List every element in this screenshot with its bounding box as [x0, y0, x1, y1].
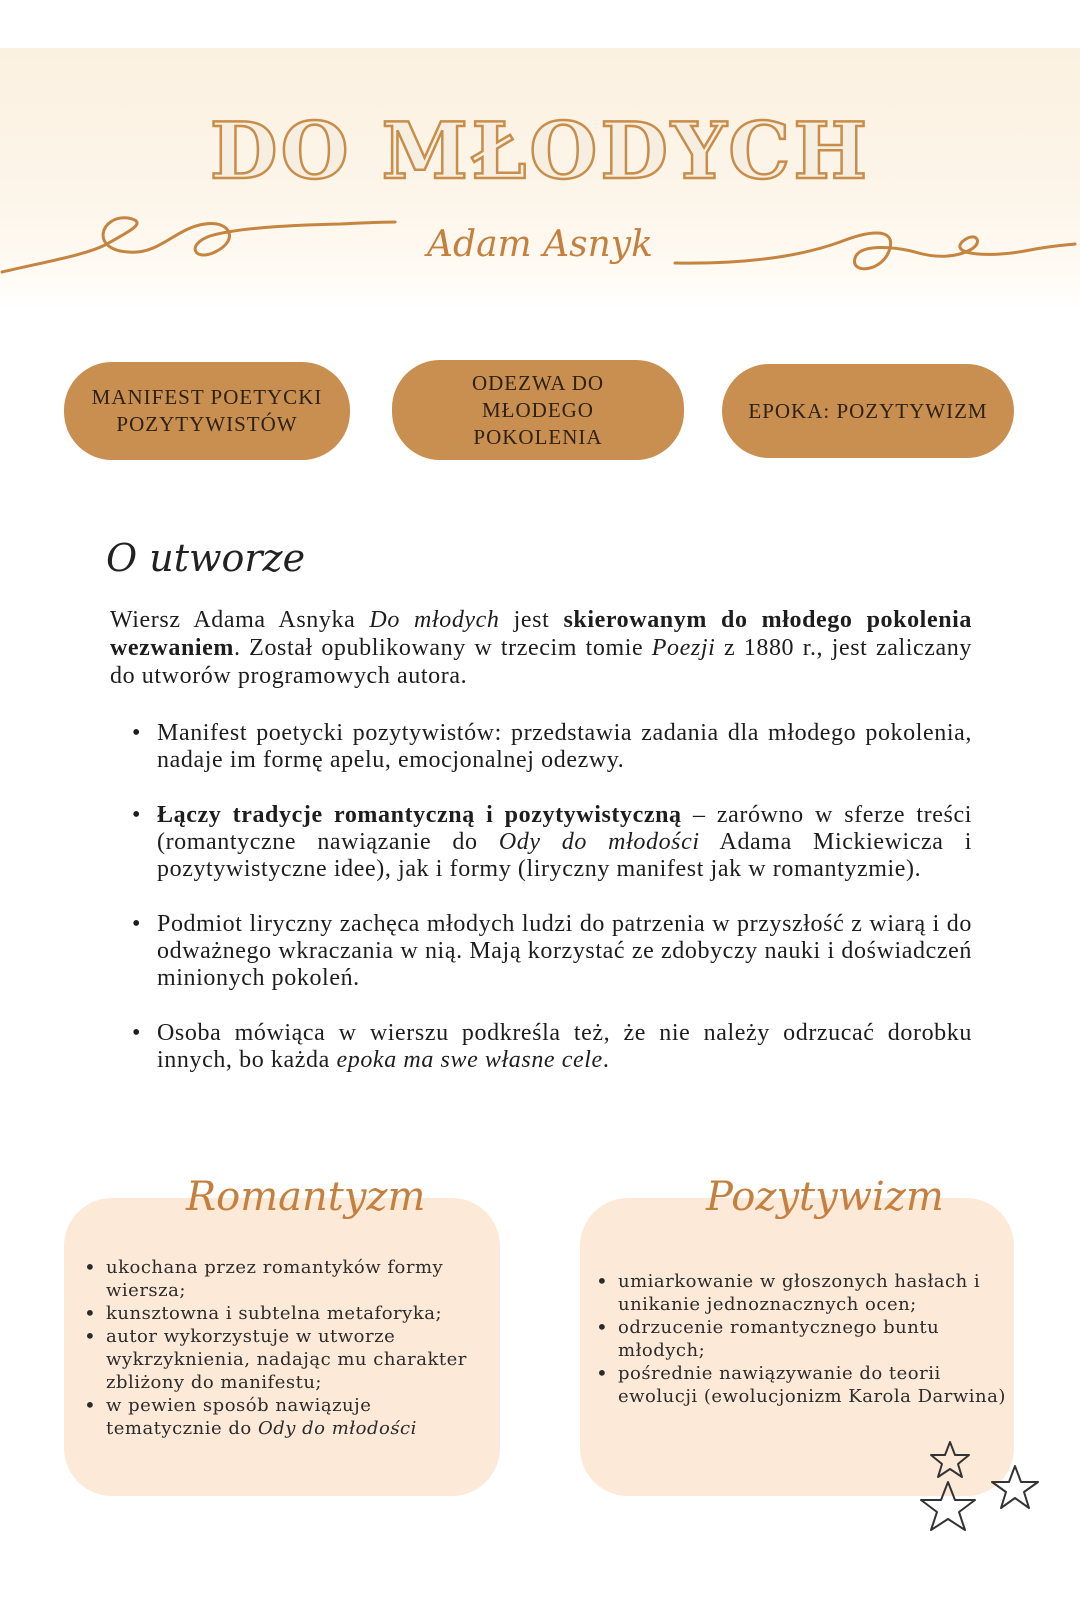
star-icon — [992, 1466, 1038, 1508]
star-icon — [931, 1442, 969, 1477]
intro-volume-title: Poezji — [651, 635, 716, 661]
item-text: pośrednie nawiązywanie do teorii ewolucji (ewolucjonizm Karola Darwina) — [618, 1363, 1006, 1407]
item-italic: Ody do młodości — [257, 1418, 417, 1439]
positivism-list — [596, 1270, 1006, 1408]
section-heading-about: O utworze — [106, 536, 306, 580]
bullet-text: . — [602, 1047, 610, 1073]
intro-text: Wiersz Adama Asnyka — [110, 607, 370, 633]
item-text: w pewien sposób nawiązuje tematycznie do — [106, 1395, 372, 1439]
bullet-text: Adama Mickiewicza i pozytywistyczne idee), jak i formy (liryczny manifest jak w romantyzmie). — [157, 829, 972, 882]
list-item — [130, 1020, 972, 1074]
intro-text: jest — [499, 607, 564, 633]
star-icon — [921, 1482, 975, 1530]
stars-icon — [920, 1440, 1070, 1560]
list-item — [84, 1325, 484, 1394]
author-name: Adam Asnyk — [427, 224, 653, 265]
intro-paragraph — [110, 606, 972, 690]
romanticism-list — [84, 1256, 484, 1440]
tag-label: MANIFEST POETYCKI — [91, 385, 323, 409]
bullet-emphasis: Łączy tradycje romantyczną i pozytywistyczną — [157, 802, 682, 828]
bullet-italic: epoka ma swe własne cele — [336, 1047, 603, 1073]
bullet-italic: Ody do młodości — [498, 829, 700, 855]
list-item — [596, 1316, 1006, 1362]
bullet-text: – zarówno w sferze treści (romantyczne nawiązanie do — [157, 802, 972, 855]
page-title: DO MŁODYCH — [209, 106, 871, 197]
intro-emphasis: skierowanym do młodego pokolenia wezwaniem — [110, 607, 973, 661]
bullet-text: Manifest poetycki pozytywistów: przedstawia zadania dla młodego pokolenia, nadaje im formę apelu, emocjonalnej odezwy. — [157, 720, 972, 773]
tag-label: POZYTYWISTÓW — [116, 412, 298, 436]
list-item — [84, 1394, 484, 1440]
tag-appeal — [392, 360, 684, 460]
list-item — [596, 1362, 1006, 1408]
intro-text: z 1880 r., jest zaliczany do utworów programowych autora. — [110, 635, 972, 689]
tag-label: MŁODEGO — [481, 397, 594, 422]
list-item — [130, 720, 972, 774]
tag-manifest — [64, 362, 350, 460]
list-item — [84, 1256, 484, 1302]
item-text: odrzucenie romantycznego buntu młodych; — [618, 1317, 940, 1361]
list-item — [84, 1302, 484, 1325]
item-text: kunsztowna i subtelna metaforyka; — [106, 1303, 443, 1324]
bullet-text: Podmiot liryczny zachęca młodych ludzi do patrzenia w przyszłość z wiarą i do odważnego wkraczania w nią. Mają korzystać ze zdobyczy nauki i doświadczeń minionych pokoleń. — [157, 911, 972, 991]
list-item — [130, 802, 972, 883]
tag-label: ODEZWA DO — [471, 370, 605, 395]
list-item — [596, 1270, 1006, 1316]
intro-text: . Został opublikowany w trzecim tomie — [234, 635, 652, 661]
romanticism-heading: Romantyzm — [186, 1174, 426, 1220]
item-text: autor wykorzystuje w utworze wykrzyknienia, nadając mu charakter zbliżony do manifestu; — [106, 1326, 467, 1393]
positivism-heading: Pozytywizm — [706, 1174, 944, 1220]
list-item — [130, 911, 972, 992]
bullet-text: Osoba mówiąca w wierszu podkreśla też, że nie należy odrzucać dorobku innych, bo każda — [157, 1020, 972, 1073]
item-text: ukochana przez romantyków formy wiersza; — [106, 1257, 444, 1301]
tag-label: EPOKA: POZYTYWIZM — [748, 398, 988, 423]
about-bullet-list — [130, 720, 972, 1102]
item-text: umiarkowanie w głoszonych hasłach i unikanie jednoznacznych ocen; — [618, 1271, 981, 1315]
intro-poem-title: Do młodych — [369, 607, 500, 633]
tag-label: POKOLENIA — [473, 424, 603, 449]
tag-epoch — [722, 364, 1014, 458]
